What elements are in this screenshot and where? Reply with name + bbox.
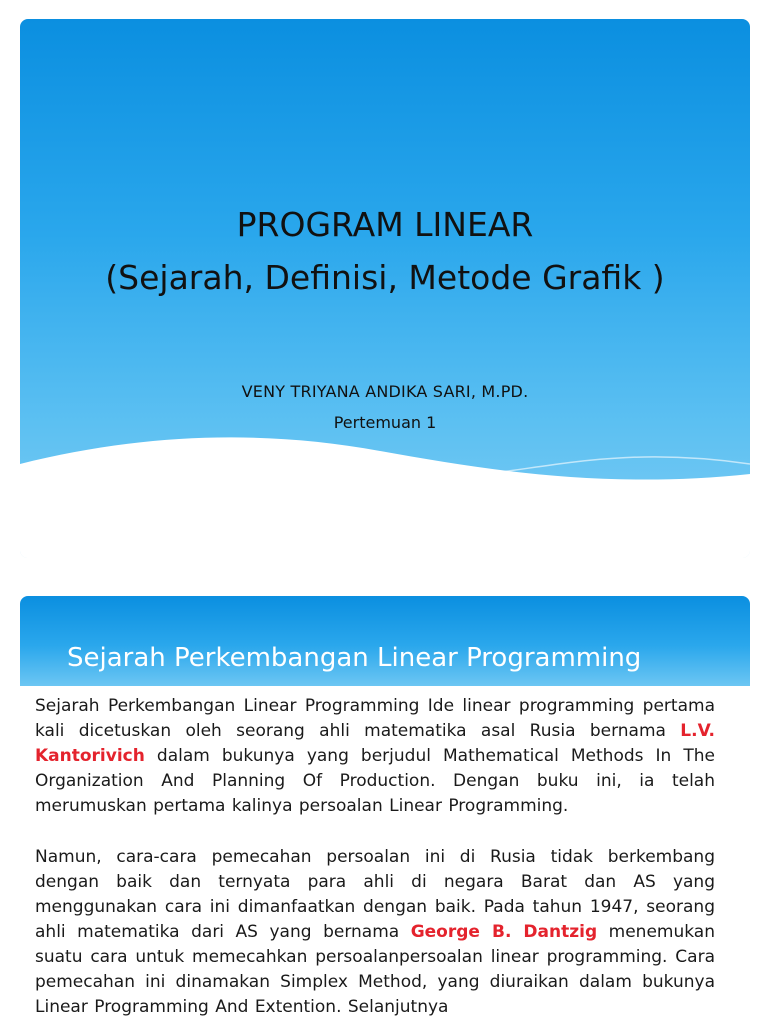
content-slide [20, 596, 750, 1024]
paragraph-2-text-a: Namun, cara-cara pemecahan persoalan ini di Rusia tidak berkembang dengan baik dan ternyata para ahli di negara Barat dan AS yang menggunakan cara ini dimanfaatkan dengan baik. Pada tahun 1947, seorang ahli matematika dari AS yang bernama [35, 847, 715, 942]
author-name: VENY TRIYANA ANDIKA SARI, M.PD. [241, 382, 529, 401]
slide-title-line2: (Sejarah, Definisi, Metode Grafik ) [105, 258, 665, 297]
paragraph-2 [35, 845, 715, 1020]
paragraph-1-text-b: dalam bukunya yang berjudul Mathematical Methods In The Organization And Planning Of Production. Dengan buku ini, ia telah merumuskan pertama kalinya persoalan Linear Programming. [35, 746, 715, 816]
paragraph-1 [35, 694, 715, 819]
title-slide [20, 19, 750, 558]
paragraph-2-text-b: menemukan suatu cara untuk memecahkan persoalanpersoalan linear programming. Cara pemecahan ini dinamakan Simplex Method, yang diuraikan dalam bukunya Linear Programming And Extention. Selanjutnya [35, 922, 715, 1017]
slide-title-line1: PROGRAM LINEAR [236, 205, 534, 244]
name-kantorivich: L.V. Kantorivich [35, 721, 715, 766]
session-label: Pertemuan 1 [333, 413, 437, 432]
slide-heading: Sejarah Perkembangan Linear Programming [67, 643, 642, 673]
slide-body [35, 694, 715, 1024]
name-dantzig: George B. Dantzig [410, 922, 598, 942]
paragraph-1-text-a: Sejarah Perkembangan Linear Programming Ide linear programming pertama kali dicetuskan oleh seorang ahli matematika asal Rusia bernama [35, 696, 715, 741]
